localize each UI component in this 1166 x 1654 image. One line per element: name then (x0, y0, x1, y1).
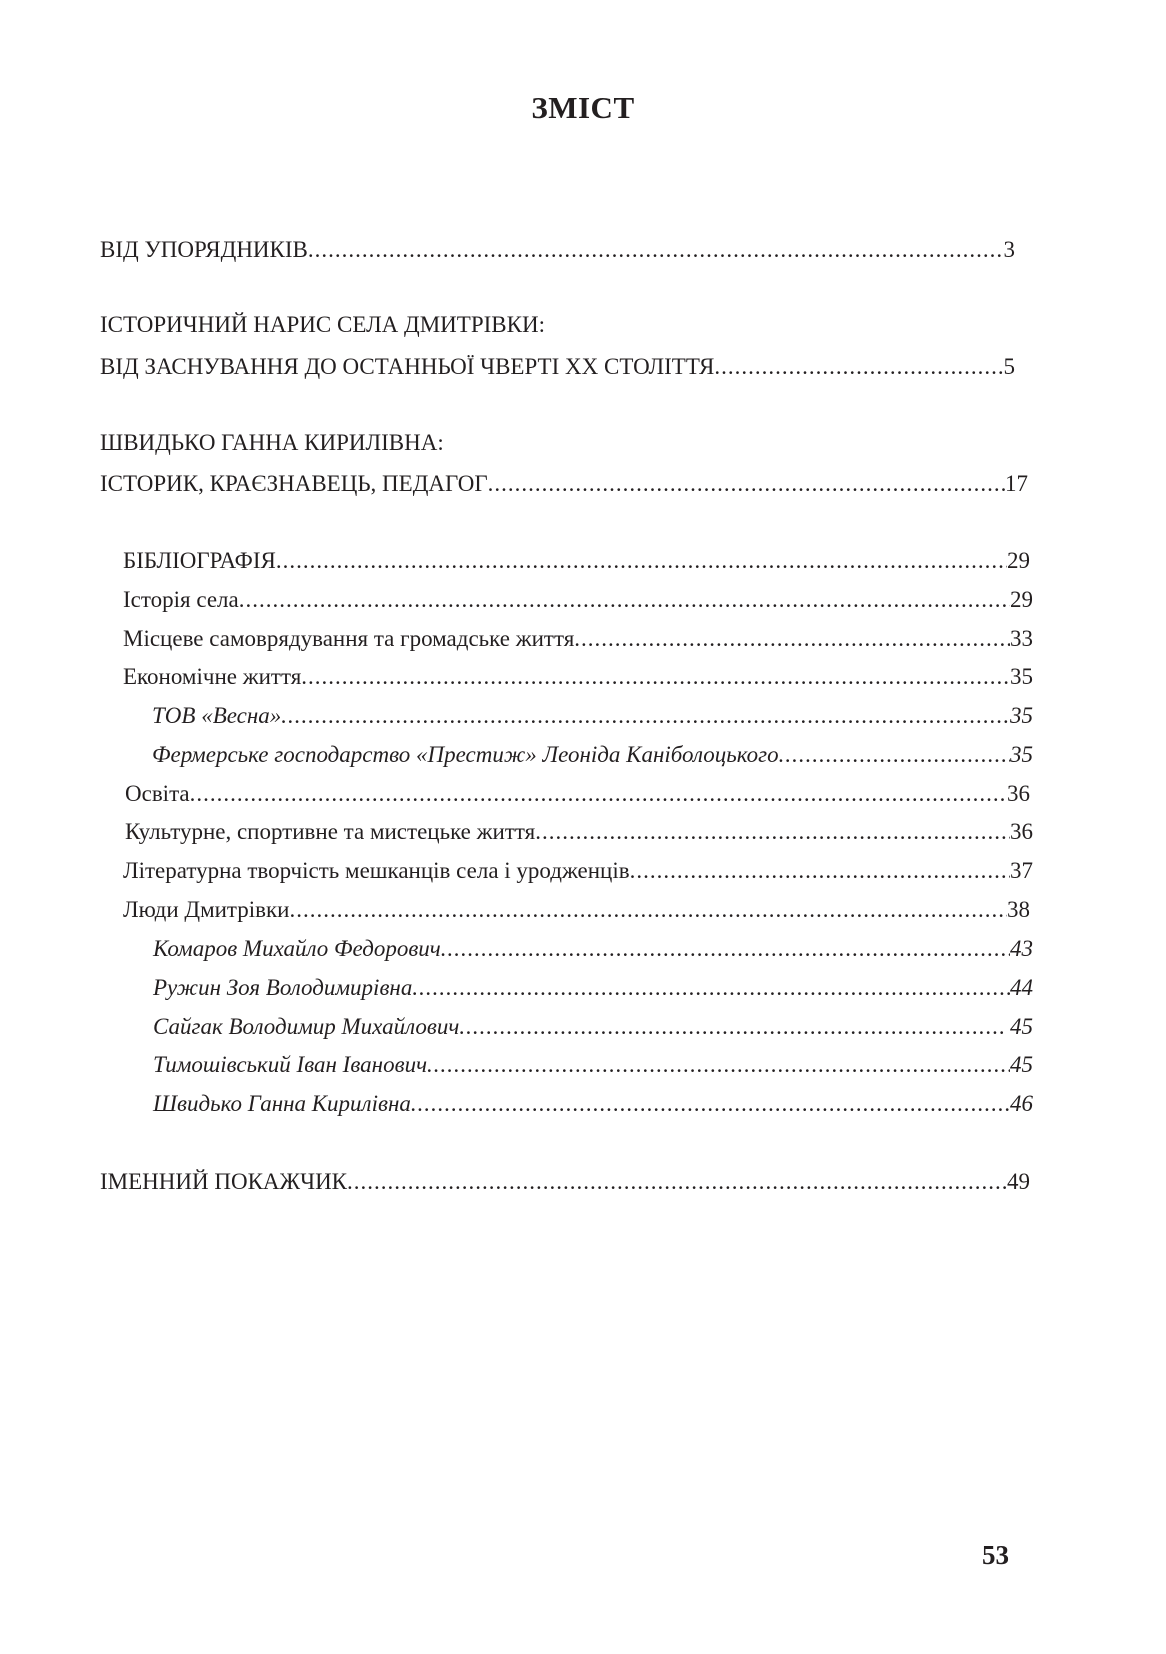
toc-entry-tymoshivskyi[interactable] (153, 1051, 1033, 1079)
toc-entry-page: 45 (1010, 1052, 1033, 1077)
toc-entry-bibliohrafiia[interactable] (123, 547, 1030, 575)
toc-entry-page: 3 (1003, 237, 1015, 262)
toc-entry-page: 5 (1003, 354, 1015, 379)
toc-entry-page: 46 (1010, 1091, 1033, 1116)
toc-entry-saihak[interactable] (153, 1013, 1033, 1041)
toc-entry-komarov[interactable] (153, 935, 1033, 963)
toc-dot-leader (281, 702, 1010, 730)
toc-entry-page: 36 (1010, 819, 1033, 844)
toc-entry-line1: ШВИДЬКО ГАННА КИРИЛІВНА: (100, 430, 444, 455)
toc-dot-leader (411, 1090, 1010, 1118)
page-title: ЗМІСТ (531, 90, 635, 125)
toc-entry-label: Фермерське господарство «Престиж» Леоніда Каніболоцького (152, 742, 779, 767)
toc-entry-label: Літературна творчість мешканців села і уродженців (123, 858, 630, 883)
toc-entry-page: 45 (1004, 1014, 1033, 1039)
toc-entry-label: БІБЛІОГРАФІЯ (123, 548, 276, 573)
toc-dot-leader (190, 780, 1007, 808)
toc-entry-label: Швидько Ганна Кирилівна (153, 1091, 411, 1116)
toc-entry-line1: ІСТОРИЧНИЙ НАРИС СЕЛА ДМИТРІВКИ: (100, 312, 545, 337)
toc-dot-leader (276, 547, 1007, 575)
toc-dot-leader (427, 1051, 1010, 1079)
toc-dot-leader (347, 1168, 1007, 1196)
toc-entry-page: 35 (1010, 664, 1033, 689)
toc-entry-label: ВІД ЗАСНУВАННЯ ДО ОСТАННЬОЇ ЧВЕРТІ XX СТОЛІТТЯ (100, 354, 715, 379)
toc-dot-leader (535, 818, 1010, 846)
toc-entry-label: Місцеве самоврядування та громадське життя (123, 626, 575, 651)
toc-dot-leader (301, 663, 1010, 691)
toc-dot-leader (630, 857, 1010, 885)
toc-entry-kulturne-zhyttia[interactable] (125, 818, 1033, 846)
toc-entry-page: 37 (1010, 858, 1033, 883)
toc-entry-ruzhyn[interactable] (153, 974, 1033, 1002)
toc-dot-leader (290, 896, 1008, 924)
toc-entry-liudy-dmytrivky[interactable] (123, 896, 1030, 924)
toc-entry-vid-uporyadnykiv[interactable] (100, 236, 1015, 264)
toc-entry-mistseve-samovriaduvannia[interactable] (123, 625, 1033, 653)
toc-entry-page: 35 (1010, 703, 1033, 728)
toc-entry-shvydko-hanna[interactable] (100, 470, 1028, 498)
toc-entry-label: Економічне життя (123, 664, 302, 689)
toc-entry-fermerske-hospodarstvo[interactable] (152, 741, 1033, 769)
toc-entry-label: Ружин Зоя Володимирівна (153, 975, 413, 1000)
toc-dot-leader (308, 236, 1004, 264)
toc-entry-label: ВІД УПОРЯДНИКІВ (100, 237, 308, 262)
page-number: 53 (982, 1540, 1009, 1570)
toc-entry-ekonomichne-zhyttia[interactable] (123, 663, 1033, 691)
toc-dot-leader (574, 625, 1010, 653)
toc-entry-label: ТОВ «Весна» (152, 703, 282, 728)
toc-entry-imennyi-pokazhchyk[interactable] (100, 1168, 1030, 1196)
toc-entry-page: 38 (1007, 897, 1030, 922)
toc-dot-leader (441, 935, 1010, 963)
toc-entry-label: Культурне, спортивне та мистецьке життя (125, 819, 536, 844)
toc-dot-leader (488, 470, 1005, 498)
toc-entry-label: Освіта (125, 781, 190, 806)
toc-dot-leader (459, 1013, 1004, 1041)
toc-entry-page: 35 (1010, 742, 1033, 767)
toc-dot-leader (779, 741, 1010, 769)
toc-entry-label: Історія села (123, 587, 239, 612)
toc-entry-page: 44 (1010, 975, 1033, 1000)
toc-dot-leader (239, 586, 1010, 614)
toc-entry-label: Тимошівський Іван Іванович (153, 1052, 428, 1077)
toc-entry-label: ІСТОРИК, КРАЄЗНАВЕЦЬ, ПЕДАГОГ (100, 471, 488, 496)
toc-entry-label: ІМЕННИЙ ПОКАЖЧИК (100, 1169, 348, 1194)
toc-entry-literaturna-tvorchist[interactable] (123, 857, 1033, 885)
toc-entry-istoriia-sela[interactable] (123, 586, 1033, 614)
toc-entry-page: 29 (1010, 587, 1033, 612)
toc-entry-label: Сайгак Володимир Михайлович (153, 1014, 460, 1039)
toc-entry-page: 29 (1007, 548, 1030, 573)
toc-entry-page: 17 (1005, 471, 1028, 496)
toc-entry-page: 43 (1010, 936, 1033, 961)
toc-entry-tov-vesna[interactable] (152, 702, 1033, 730)
toc-entry-page: 36 (1007, 781, 1030, 806)
toc-entry-istorychnyi-narys[interactable] (100, 353, 1015, 381)
toc-entry-page: 33 (1010, 626, 1033, 651)
toc-entry-page: 49 (1007, 1169, 1030, 1194)
toc-dot-leader (714, 353, 1003, 381)
toc-entry-osvita[interactable] (125, 780, 1030, 808)
toc-entry-shvydko-kyrylivna[interactable] (153, 1090, 1033, 1118)
toc-entry-label: Люди Дмитрівки (123, 897, 290, 922)
toc-entry-label: Комаров Михайло Федорович (153, 936, 441, 961)
toc-dot-leader (412, 974, 1010, 1002)
